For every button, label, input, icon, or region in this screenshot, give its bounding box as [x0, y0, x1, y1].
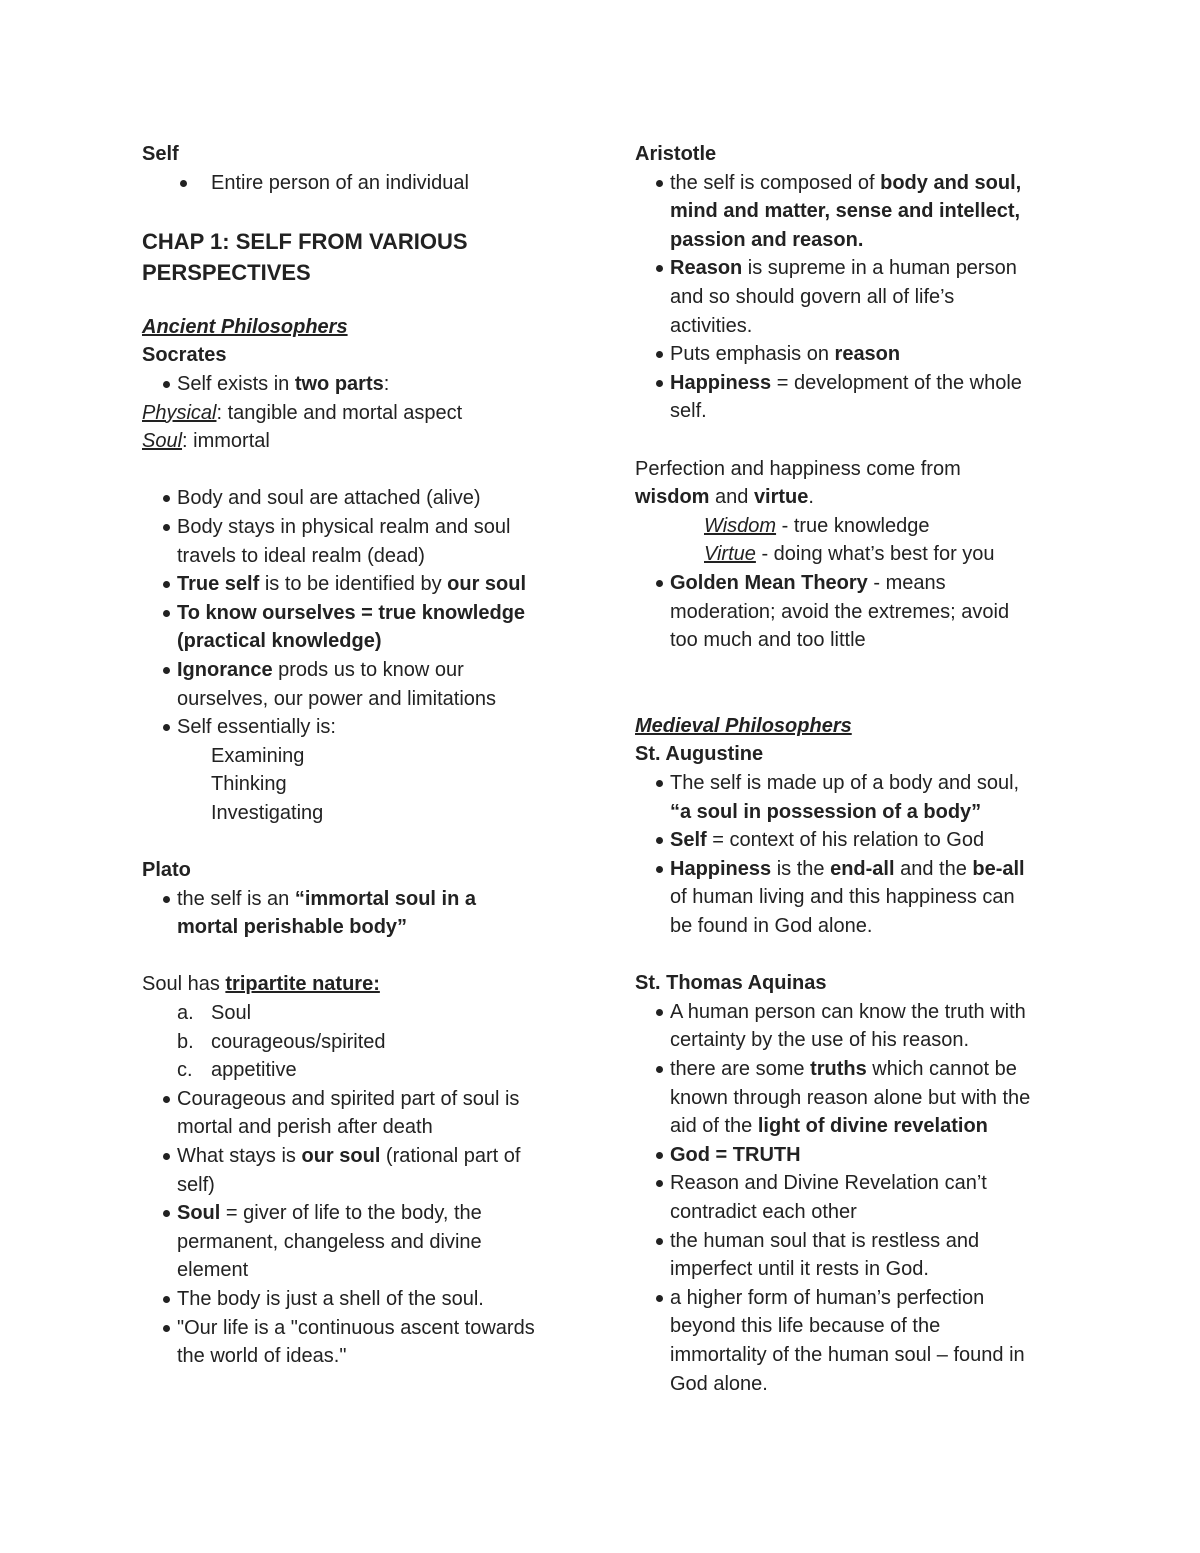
augustine-bullet-3-cont1: of human living and this happiness can	[670, 886, 1015, 909]
plato-bullet-1-cont: mortal perishable body”	[177, 916, 408, 939]
aristotle-bullet-1: the self is composed of body and soul,	[635, 169, 1075, 198]
self-trait-examining: Examining	[211, 744, 305, 767]
aristotle-heading: Aristotle	[635, 143, 717, 165]
plato-bullet-4-cont2: element	[177, 1259, 249, 1282]
aristotle-bullet-4-cont: self.	[670, 400, 707, 423]
aquinas-bullet-2-cont1: known through reason alone but with the	[670, 1086, 1031, 1109]
tripartite-item-c: c. appetitive	[177, 1059, 297, 1082]
golden-mean-bullet: Golden Mean Theory - means	[635, 569, 1075, 598]
aquinas-bullet-6: a higher form of human’s perfection	[635, 1284, 1075, 1313]
physical-line: Physical: tangible and mortal aspect	[142, 401, 463, 424]
socrates-bullet-7: Self essentially is:	[142, 713, 582, 742]
chapter-title-line2: PERSPECTIVES	[142, 259, 311, 285]
augustine-heading: St. Augustine	[635, 743, 764, 766]
aquinas-bullet-2: there are some truths which cannot be	[635, 1055, 1075, 1084]
chapter-title-line1: CHAP 1: SELF FROM VARIOUS	[142, 228, 468, 254]
socrates-bullet-4: True self is to be identified by our soul	[142, 570, 582, 599]
aristotle-bullet-2-cont2: activities.	[670, 314, 753, 337]
augustine-bullet-3: Happiness is the end-all and the be-all	[635, 855, 1075, 884]
socrates-bullet-1: Self exists in two parts:	[142, 370, 582, 399]
aquinas-bullet-4: Reason and Divine Revelation can’t	[635, 1169, 1075, 1198]
socrates-bullet-5-cont: (practical knowledge)	[177, 630, 382, 653]
aristotle-bullet-2: Reason is supreme in a human person	[635, 254, 1075, 283]
plato-bullet-3: What stays is our soul (rational part of	[142, 1142, 582, 1171]
plato-bullet-6-cont: the world of ideas."	[177, 1345, 347, 1368]
medieval-philosophers-heading: Medieval Philosophers	[635, 714, 852, 737]
plato-bullet-5: The body is just a shell of the soul.	[142, 1285, 582, 1314]
plato-bullet-4-cont1: permanent, changeless and divine	[177, 1230, 482, 1253]
self-title: Self	[142, 143, 179, 165]
perfection-line-2: wisdom and virtue.	[635, 486, 814, 509]
soul-line: Soul: immortal	[142, 430, 270, 453]
left-column	[142, 140, 582, 1371]
golden-mean-cont2: too much and too little	[670, 629, 866, 652]
plato-bullet-2-cont: mortal and perish after death	[177, 1116, 433, 1139]
aristotle-bullet-1-cont2: passion and reason.	[670, 228, 864, 251]
aquinas-bullet-2-cont2: aid of the light of divine revelation	[670, 1115, 988, 1138]
plato-bullet-6: "Our life is a "continuous ascent towards	[142, 1314, 582, 1343]
augustine-bullet-1-cont: “a soul in possession of a body”	[670, 800, 982, 823]
virtue-definition: Virtue - doing what’s best for you	[704, 543, 995, 566]
soul-tripartite-line: Soul has tripartite nature:	[142, 973, 380, 996]
socrates-bullet-2: Body and soul are attached (alive)	[142, 484, 582, 513]
aquinas-bullet-1-cont: certainty by the use of his reason.	[670, 1029, 970, 1052]
wisdom-definition: Wisdom - true knowledge	[704, 514, 930, 537]
socrates-bullet-3: Body stays in physical realm and soul	[142, 513, 582, 542]
aquinas-bullet-3: God = TRUTH	[635, 1141, 1075, 1170]
plato-bullet-4: Soul = giver of life to the body, the	[142, 1199, 582, 1228]
aquinas-bullet-5-cont: imperfect until it rests in God.	[670, 1258, 929, 1281]
socrates-bullet-6: Ignorance prods us to know our	[142, 656, 582, 685]
aquinas-bullet-1: A human person can know the truth with	[635, 998, 1075, 1027]
socrates-bullet-6-cont: ourselves, our power and limitations	[177, 687, 497, 710]
aquinas-bullet-4-cont: contradict each other	[670, 1200, 857, 1223]
aristotle-bullet-2-cont1: and so should govern all of life’s	[670, 285, 955, 308]
plato-bullet-1: the self is an “immortal soul in a	[142, 885, 582, 914]
aquinas-heading: St. Thomas Aquinas	[635, 972, 827, 995]
right-column	[635, 140, 1075, 1398]
socrates-heading: Socrates	[142, 344, 227, 367]
aquinas-bullet-6-cont2: immortality of the human soul – found in	[670, 1343, 1025, 1366]
aristotle-bullet-3: Puts emphasis on reason	[635, 340, 1075, 369]
socrates-bullet-3-cont: travels to ideal realm (dead)	[177, 544, 425, 567]
socrates-bullet-5: To know ourselves = true knowledge	[142, 599, 582, 628]
aquinas-bullet-6-cont3: God alone.	[670, 1372, 768, 1395]
self-trait-investigating: Investigating	[211, 801, 324, 824]
tripartite-item-a: a. Soul	[177, 1002, 252, 1025]
aristotle-bullet-4: Happiness = development of the whole	[635, 369, 1075, 398]
golden-mean-cont1: moderation; avoid the extremes; avoid	[670, 600, 1010, 623]
plato-bullet-2: Courageous and spirited part of soul is	[142, 1085, 582, 1114]
self-trait-thinking: Thinking	[211, 773, 287, 796]
plato-bullet-3-cont: self)	[177, 1173, 215, 1196]
perfection-line-1: Perfection and happiness come from	[635, 457, 961, 480]
plato-heading: Plato	[142, 859, 191, 882]
augustine-bullet-2: Self = context of his relation to God	[635, 826, 1075, 855]
aquinas-bullet-5: the human soul that is restless and	[635, 1227, 1075, 1256]
self-definition: Entire person of an individual	[142, 169, 582, 198]
augustine-bullet-3-cont2: be found in God alone.	[670, 915, 873, 938]
aquinas-bullet-6-cont1: beyond this life because of the	[670, 1315, 941, 1338]
ancient-philosophers-heading: Ancient Philosophers	[142, 315, 348, 338]
augustine-bullet-1: The self is made up of a body and soul,	[635, 769, 1075, 798]
tripartite-item-b: b. courageous/spirited	[177, 1030, 386, 1053]
aristotle-bullet-1-cont1: mind and matter, sense and intellect,	[670, 200, 1021, 223]
